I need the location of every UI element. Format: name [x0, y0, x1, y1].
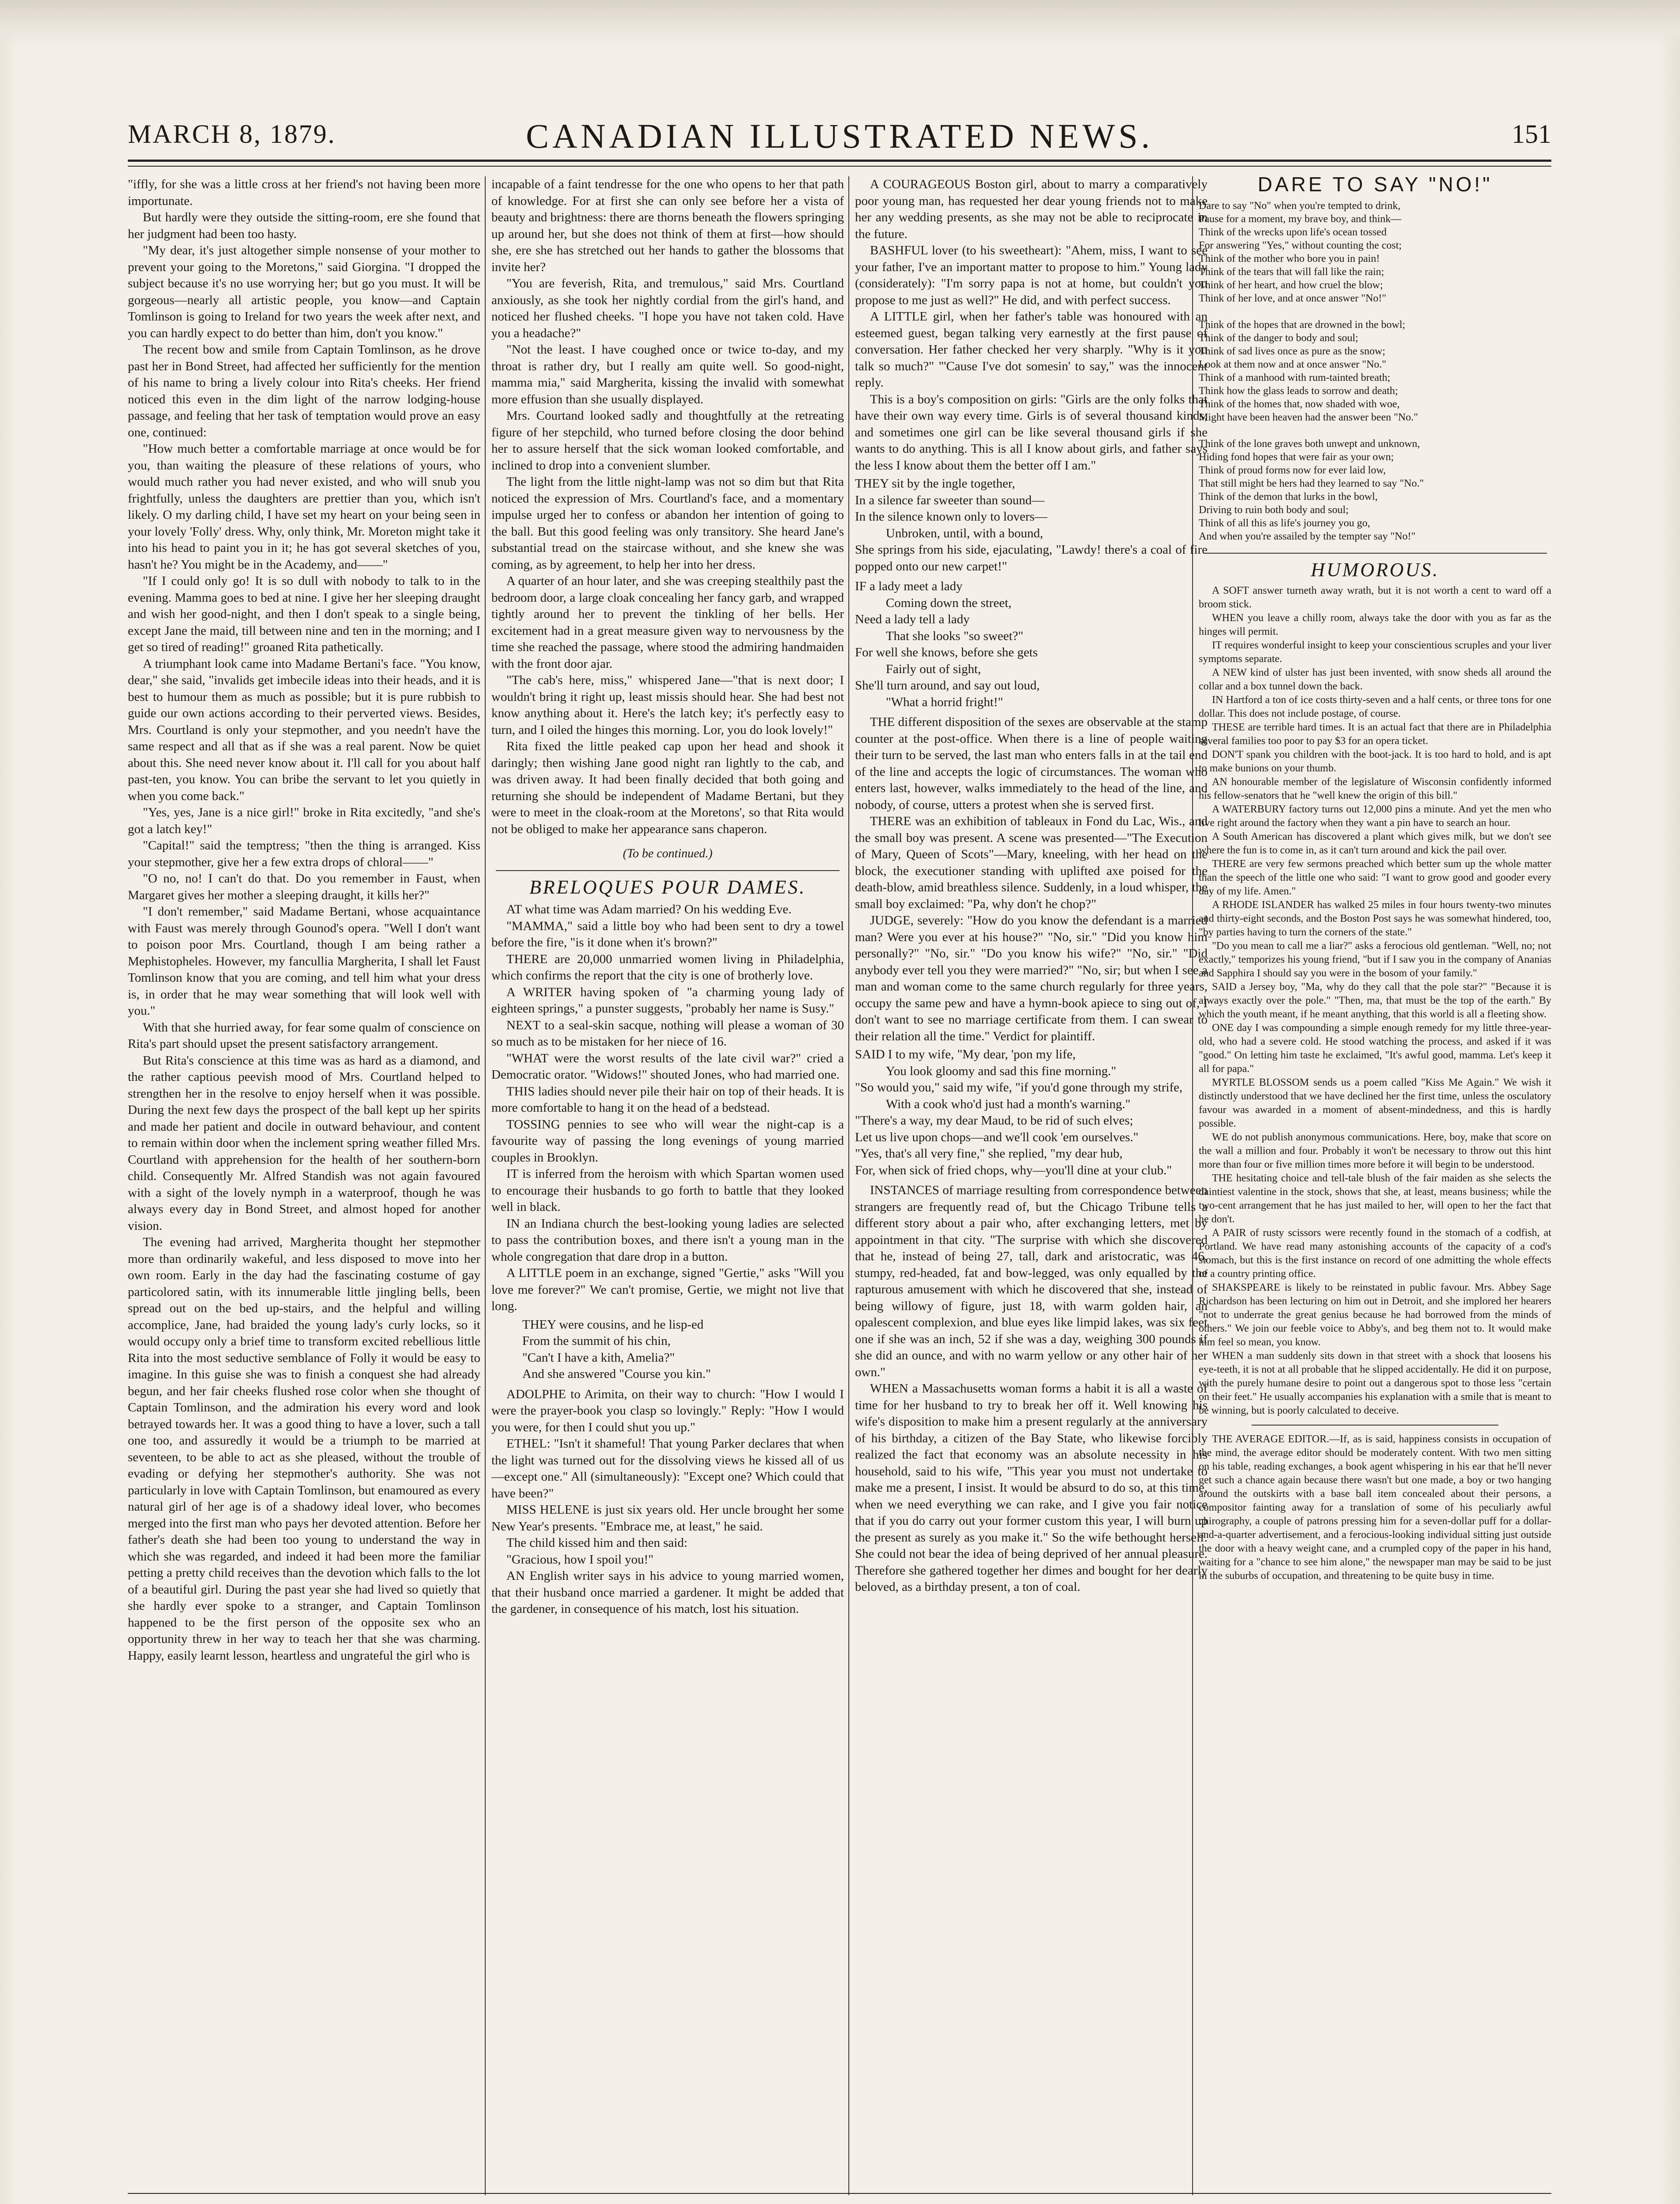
paragraph: SHAKSPEARE is likely to be reinstated in public favour. Mrs. Abbey Sage Richardson has been lecturing on him out in Detroit, and she implored her hearers "not to underrate the great genius because he had borrowed from the minds of others." We join our feeble voice to Abby's, and beg them not to. It would make him feel so mean, you know. — [1199, 1282, 1551, 1348]
paragraph: "WHAT were the worst results of the late civil war?" cried a Democratic orator. "Widows!" shouted Jones, who had married one. — [491, 1051, 844, 1082]
verse-line: For, when sick of fried chops, why—you'll dine at your club." — [855, 1163, 1172, 1177]
paragraph: THERE are very few sermons preached which better sum up the whole matter than the speech of the little one who said: "I want to grow good and gooder every day of my life. Amen." — [1199, 858, 1551, 897]
verse-line: "There's a way, my dear Maud, to be rid of such elves; — [855, 1113, 1134, 1128]
paragraph: THERE was an exhibition of tableaux in Fond du Lac, Wis., and the small boy was present. A scene was presented—"The Execution of Mary, Queen of Scots"—Mary, kneeling, with her head on the block, the executioner standing with uplifted axe poised for the death-blow, amid breathless silence. Suddenly, in a loud whisper, the small boy exclaimed: "Pa, why don't he chop?" — [855, 814, 1208, 911]
verse-line: She springs from his side, ejaculating, "Lawdy! there's a coal of fire popped onto our new carpet!" — [855, 543, 1208, 573]
paragraph: IT requires wonderful insight to keep your conscientious scruples and your liver symptoms separate. — [1199, 640, 1551, 665]
poem-line: Dare to say "No" when you're tempted to drink, — [1199, 200, 1401, 212]
paragraph: JUDGE, severely: "How do you know the defendant is a married man? Were you ever at his house?" "No, sir." "Did you know him personally?" "No, sir." "Do you know his wife?" "No, sir." "Did anybody ever tell you they were married?" "No, sir; but when I see a man and woman come to the same church regularly for three years, occupy the same pew and have a hymn-book apiece to sing out of, I don't want to see no marriage certificate from them. I can swear to their relation all the time." Verdict for plaintiff. — [855, 913, 1208, 1043]
verse-line: SAID I to my wife, "My dear, 'pon my life, — [855, 1047, 1076, 1061]
paragraph: WHEN you leave a chilly room, always take the door with you as far as the hinges will permit. — [1199, 612, 1551, 637]
poem-line: Might have been heaven had the answer been "No." — [1199, 411, 1418, 423]
paragraph: A RHODE ISLANDER has walked 25 miles in four hours twenty-two minutes and thirty-eight seconds, and the Boston Post says he was somewhat hindered, too, "by parties having to turn the corners of the state." — [1199, 899, 1551, 938]
paragraph: With that she hurried away, for fear some qualm of conscience on Rita's part should upset the present satisfactory arrangement. — [128, 1020, 480, 1051]
verse-line: IF a lady meet a lady — [855, 579, 963, 593]
page-number: 151 — [1512, 119, 1551, 149]
poem-line: Think of sad lives once as pure as the snow; — [1199, 345, 1386, 357]
poem-line — [1199, 305, 1551, 318]
paragraph: AN honourable member of the legislature of Wisconsin confidently informed his fellow-senators that he "well knew the origin of this bill." — [1199, 776, 1551, 801]
paragraph: The recent bow and smile from Captain Tomlinson, as he drove past her in Bond Street, had affected her sufficiently for the mention of his name to bring a lively colour into Rita's cheeks. Her friend noticed this even in the dim light of the narrow lodging-house passage, and feeling that her task of temptation would prove an easy one, continued: — [128, 343, 480, 439]
paragraph: A PAIR of rusty scissors were recently found in the stomach of a codfish, at Portland. We have read many astonishing accounts of the capacity of a cod's stomach, but this is the first instance on record of one admitting the whole effects of a country printing office. — [1199, 1227, 1551, 1280]
paragraph: MYRTLE BLOSSOM sends us a poem called "Kiss Me Again." We wish it distinctly understood that we have declined her the first time, unless the osculatory favour was awarded in a moment of absent-mindedness, and this is hardly possible. — [1199, 1077, 1551, 1129]
section-rule — [496, 870, 840, 871]
paragraph: IN Hartford a ton of ice costs thirty-seven and a half cents, or three tons for one dollar. This does not include postage, of course. — [1199, 694, 1551, 719]
paragraph: "Capital!" said the temptress; "then the thing is arranged. Kiss your stepmother, give her a few extra drops of chloral——" — [128, 838, 480, 869]
paragraph: A quarter of an hour later, and she was creeping stealthily past the bedroom door, a large cloak concealing her fancy garb, and wrapped tightly around her to prevent the tinkling of her bells. Her excitement had in a great measure given way to nervousness by the time she reached the passage, where stood the admiring handmaiden with the front door ajar. — [491, 574, 844, 671]
poem-line: Think of the danger to body and soul; — [1199, 332, 1358, 344]
poem-line: Think of the wrecks upon life's ocean tossed — [1199, 226, 1387, 238]
verse-line: Unbroken, until, with a bound, — [886, 526, 1043, 540]
paragraph: WHEN a man suddenly sits down in that street with a shock that loosens his eye-teeth, it is not at all probable that he slipped accidentally. He did it on purpose, with the purely humane desire to point out a dangerous spot to those less "certain on their feet." He usually accompanies his explanation with a smile that is meant to be winning, but is poorly calculated to deceive. — [1199, 1350, 1551, 1416]
paragraph: "The cab's here, miss," whispered Jane—"that is next door; I wouldn't bring it right up, least missis should hear. She had best not know anything about it. Here's the latch key; it's perfectly easy to turn, and I oiled the hinges this morning. Lor, you do look lovely!" — [491, 673, 844, 737]
paragraph: TOSSING pennies to see who will wear the night-cap is a favourite way of passing the long evenings of young married couples in Brooklyn. — [491, 1117, 844, 1165]
paragraph: "Do you mean to call me a liar?" asks a ferocious old gentleman. "Well, no; not exactly," temporizes his young friend, "but if I saw you in the company of Ananias and Sapphira I should say you were in the bosom of your family." — [1199, 940, 1551, 979]
poem-line: Think of all this as life's journey you go, — [1199, 517, 1370, 529]
paragraph: This is a boy's composition on girls: "Girls are the only folks that have their own way every time. Girls is of several thousand kinds, and sometimes one girl can be like several thousand girls if she wants to do anything. This is all I know about girls, and father says the less I know about them the better off I am." — [855, 392, 1208, 473]
paragraph: "iffly, for she was a little cross at her friend's not having been more importunate. — [128, 177, 480, 208]
paragraph: A COURAGEOUS Boston girl, about to marry a comparatively poor young man, has requested her dear young friends not to make her any wedding presents, as she may not be able to reciprocate in the future. — [855, 177, 1208, 241]
paragraph: Rita fixed the little peaked cap upon her head and shook it daringly; then wishing Jane good night ran lightly to the cab, and was driven away. It had been finally decided that both going and returning she should be independent of Madame Bertani, but they were to meet in the cloak-room at the Moretons', so that Rita would not be obliged to make her appearance sans chaperon. — [491, 739, 844, 836]
paragraph: WHEN a Massachusetts woman forms a habit it is all a waste of time for her husband to try to break her off it. Well knowing his wife's disposition to make him a present regularly at the anniversary of his birthday, a citizen of the Bay State, who likewise forcibly realized the fact that economy was an absolute necessity in his household, said to his wife, "This year you must not undertake to make me a present, I insist. It would be absurd to do so, at this time, when we need everything we can rake, and I give you fair notice that if you do carry out your former custom this year, I will burn up the present as surely as you make it." So the wife bethought herself. She could not bear the idea of being deprived of her annual pleasure. Therefore she gathered together her dimes and bought for her dearly beloved, as a birthday present, a ton of coal. — [855, 1381, 1208, 1594]
verse-line: In a silence far sweeter than sound— — [855, 493, 1045, 507]
column-divider — [485, 176, 486, 2195]
verse — [855, 578, 1208, 711]
paragraph: A WATERBURY factory turns out 12,000 pins a minute. And yet the men who live right around the factory when they want a pin have to search an hour. — [1199, 804, 1551, 829]
section-heading: BRELOQUES POUR DAMES. — [529, 876, 806, 898]
paragraph: The child kissed him and then said: — [506, 1536, 688, 1550]
paragraph: "How much better a comfortable marriage at once would be for you, than waiting the pleasure of these relations of yours, who would much rather you had never existed, and who will snub you frightfully, unless the daughters are prettier than you, which isn't likely. O my darling child, I have set my heart on your being seen in your lovely 'Folly' dress. Why, only think, Mr. Moreton might take it into his head to paint you in it; he has got several sketches of you, hasn't he? You might be in the Academy, and——" — [128, 442, 480, 572]
paragraph: ONE day I was compounding a simple enough remedy for my little three-year-old, who had a severe cold. He stood watching the process, and asked if it was "good." On letting him taste he exclaimed, "It's awful good, mamma. Let's keep it all for papa." — [1199, 1022, 1551, 1075]
poem-line: Think of a manhood with rum-tainted breath; — [1199, 372, 1390, 383]
poem-line: Think of proud forms now for ever laid low, — [1199, 464, 1386, 476]
paragraph: A NEW kind of ulster has just been invented, with snow sheds all around the collar and a box tunnel down the back. — [1199, 667, 1551, 692]
paragraph: A LITTLE girl, when her father's table was honoured with an esteemed guest, began talking very earnestly at the first pause of conversation. Her father checked her very sharply. "Why is it you talk so much?" "'Cause I've dot somesin' to say," was the innocent reply. — [855, 309, 1208, 390]
masthead-rule — [128, 160, 1551, 162]
verse-line: "Yes, that's all very fine," she replied, "my dear hub, — [855, 1147, 1123, 1161]
humorous-items — [1199, 584, 1551, 1583]
poem-line: Think of her love, and at once answer "No!" — [1199, 292, 1386, 304]
poem-line: Think of the lone graves both unwept and unknown, — [1199, 438, 1420, 450]
poem-line: Think of the hopes that are drowned in the bowl; — [1199, 319, 1405, 331]
paragraph: NEXT to a seal-skin sacque, nothing will please a woman of 30 so much as to be mistaken for her niece of 16. — [491, 1018, 844, 1049]
paragraph: "O no, no! I can't do that. Do you remember in Faust, when Margaret gives her mother a sleeping draught, it kills her?" — [128, 871, 480, 902]
verse — [491, 1317, 844, 1383]
verse-line: Need a lady tell a lady — [855, 612, 970, 626]
issue-date: MARCH 8, 1879. — [128, 119, 336, 149]
section-rule — [1203, 553, 1547, 554]
verse-line: She'll turn around, and say out loud, — [855, 678, 1040, 692]
masthead-rule-thin — [128, 166, 1551, 167]
paragraph: AT what time was Adam married? On his wedding Eve. — [506, 902, 792, 916]
paragraph: "Gracious, how I spoil you!" — [506, 1552, 654, 1567]
paragraph: "You are feverish, Rita, and tremulous," said Mrs. Courtland anxiously, as she took her nightly cordial from the girl's hand, and noticed her flushed cheeks. "I hope you have not taken cold. Have you a headache?" — [491, 276, 844, 340]
poem-line: Think of the mother who bore you in pain! — [1199, 253, 1380, 264]
poem-line: Pause for a moment, my brave boy, and think— — [1199, 213, 1401, 225]
paragraph: ETHEL: "Isn't it shameful! That young Parker declares that when the light was turned out for the dissolving views he kissed all of us—except one." All (simultaneously): "Except one? Which could that have been?" — [491, 1437, 844, 1500]
poem-line: Think of her heart, and how cruel the blow; — [1199, 279, 1383, 291]
verse-line: "Can't I have a kith, Amelia?" — [522, 1350, 675, 1365]
column-divider — [848, 176, 849, 2195]
verse-line: THEY were cousins, and he lisp-ed — [522, 1317, 704, 1332]
poem-line: And when you're assailed by the tempter say "No!" — [1199, 530, 1416, 542]
paragraph: BASHFUL lover (to his sweetheart): "Ahem, miss, I want to see your father, I've an important matter to propose to him." Young lady (considerately): "I'm sorry papa is not at home, but couldn't you propose to me just as well?" He did, and with perfect success. — [855, 243, 1208, 307]
paragraph: A WRITER having spoken of "a charming young lady of eighteen springs," a punster suggests, "probably her name is Susy." — [491, 985, 844, 1016]
column-1 — [128, 176, 480, 2186]
poem-line: Driving to ruin both body and soul; — [1199, 504, 1349, 516]
poem-line — [1199, 424, 1551, 437]
item-rule — [1252, 1425, 1498, 1426]
paragraph: "Not the least. I have coughed once or twice to-day, and my throat is rather dry, but I really am quite well. So good-night, mamma mia," said Margherita, kissing the invalid with somewhat more effusion than she usually displayed. — [491, 343, 844, 406]
paragraph: incapable of a faint tendresse for the one who opens to her that path of knowledge. For at first she can only see before her a vista of beauty and brightness: there are thorns beneath the flowers springing up around her, but she does not think of them at first—how should she, ere she has stretched out her hands to gather the blossoms that invite her? — [491, 177, 844, 274]
paragraph: DON'T spank you children with the boot-jack. It is too hard to hold, and is apt to make bunions on your thumb. — [1199, 749, 1551, 774]
verse-line: And she answered "Course you kin." — [522, 1367, 711, 1381]
paragraph: INSTANCES of marriage resulting from correspondence between strangers are frequently read of, but the Chicago Tribune tells a different story about a pair who, after exchanging letters, met by appointment in that city. "The surprise with which she discovered that he, instead of being 27, tall, dark and aristocratic, was 46, stumpy, red-headed, fat and bow-legged, was only equalled by the rapturous amusement with which he discovered that she, instead of being willowy of figure, just 18, with warm golden hair, an opalescent complexion, and blue eyes like limpid lakes, was six feet one if she was an inch, 52 if she was a day, weighing 300 pounds if she did an ounce, and with no warm yellow or any other hair of her own." — [855, 1183, 1208, 1379]
poem-line: Think of the demon that lurks in the bowl, — [1199, 491, 1378, 503]
verse-line: In the silence known only to lovers— — [855, 510, 1048, 524]
verse-line: Coming down the street, — [886, 596, 1012, 610]
column-4 — [1199, 176, 1551, 2186]
paragraph: "MAMMA," said a little boy who had been sent to dry a towel before the fire, "is it done when it's brown?" — [491, 919, 844, 949]
bottom-rule — [128, 2193, 1551, 2194]
poem-line: Think how the glass leads to sorrow and death; — [1199, 385, 1398, 397]
poem-line: Think of the homes that, now shaded with woe, — [1199, 398, 1400, 410]
paragraph: AN English writer says in his advice to young married women, that their husband once married a gardener. It might be added that the gardener, in consequence of his match, lost his situation. — [491, 1569, 844, 1616]
verse-line: "What a horrid fright!" — [886, 695, 1004, 709]
poem-line: Think of the tears that will fall like the rain; — [1199, 266, 1384, 278]
paragraph: "My dear, it's just altogether simple nonsense of your mother to prevent your going to the Moretons," said Giorgina. "I dropped the subject because it's no use worrying her; but go you must. It will be gorgeous—nearly all artistic people, you know—and Captain Tomlinson is going to Ireland for two years the week after next, and you can hardly expect to do better than him, don't you know." — [128, 243, 480, 340]
poem — [1199, 199, 1551, 543]
paragraph: THE different disposition of the sexes are observable at the stamp counter at the post-office. When there is a line of people waiting their turn to be served, the last man who enters falls in at the tail end of the line and accepts the logic of circumstances. The woman who enters last, however, walks immediately to the head of the line, and nobody, of course, utters a protest when she is served first. — [855, 715, 1208, 812]
paragraph: A LITTLE poem in an exchange, signed "Gertie," asks "Will you love me forever?" We can't promise, Gertie, we might not live that long. — [491, 1266, 844, 1313]
verse-line: Let us live upon chops—and we'll cook 'em ourselves." — [855, 1130, 1139, 1144]
paper-title: CANADIAN ILLUSTRATED NEWS. — [526, 117, 1153, 155]
column-3 — [855, 176, 1208, 2186]
paragraph: "Yes, yes, Jane is a nice girl!" broke in Rita excitedly, "and she's got a latch key!" — [128, 805, 480, 836]
paragraph: THE AVERAGE EDITOR.—If, as is said, happiness consists in occupation of the mind, the average editor should be moderately content. With two men sitting on his table, reading exchanges, a book agent whispering in his ear that he'll never get such a chance again because there wasn't but one made, a boy or two hanging around the outskirts with a base ball item concealed about their persons, a compositor fainting away for a translation of some of his peculiarly awful chirography, a couple of patrons pressing him for a seven-dollar puff for a dollar-and-a-quarter advertisement, and a ferocious-looking individual sitting just outside the door with a heavy weight cane, and a crumpled copy of the paper in his hand, waiting for a "chance to see him alone," the newspaper man may be said to be just in the suburbs of occupation, and threatening to be quite busy in time. — [1199, 1433, 1551, 1582]
paragraph: THERE are 20,000 unmarried women living in Philadelphia, which confirms the report that the city is one of brotherly love. — [491, 952, 844, 983]
verse-line: That she looks "so sweet?" — [886, 629, 1024, 643]
poem-line: Hiding fond hopes that were fair as your own; — [1199, 451, 1394, 463]
paragraph: A South American has discovered a plant which gives milk, but we don't see where the fun is to come in, as it can't turn around and kick the pail over. — [1199, 831, 1551, 856]
paragraph: THE hesitating choice and tell-tale blush of the fair maiden as she selects the daintiest valentine in the stock, shows that she, at least, means business; while the two-cent arrangement that he has just mailed to her, will open to her the fact that he don't. — [1199, 1173, 1551, 1225]
column-2 — [491, 176, 844, 2186]
verse — [855, 476, 1208, 575]
verse-line: THEY sit by the ingle together, — [855, 477, 1015, 491]
paragraph: The light from the little night-lamp was not so dim but that Rita noticed the expression of Mrs. Courtland's face, and a momentary impulse urged her to confess or abandon her intention of going to the ball. But this good feeling was only transitory. She heard Jane's substantial tread on the staircase without, and she knew she was coming, as by agreement, to help her into her dress. — [491, 475, 844, 572]
page-top-edge — [0, 0, 1680, 48]
paragraph: SAID a Jersey boy, "Ma, why do they call that the pole star?" "Because it is always exactly over the pole." "Then, ma, that must be the top of the earth." By which the youth meant, if he meant anything, that this world is all a fleeting show. — [1199, 981, 1551, 1020]
paragraph: THESE are terrible hard times. It is an actual fact that there are in Philadelphia several families too poor to pay $3 for an opera ticket. — [1199, 722, 1551, 747]
poem-title: DARE TO SAY "NO!" — [1257, 176, 1493, 196]
paragraph: IT is inferred from the heroism with which Spartan women used to encourage their husbands to go forth to battle that they looked well in black. — [491, 1167, 844, 1214]
section-heading: HUMOROUS. — [1311, 558, 1439, 581]
verse-line: With a cook who'd just had a month's warning." — [886, 1097, 1131, 1111]
poem-line: That still might be hers had they learned to say "No." — [1199, 477, 1424, 489]
verse — [855, 1046, 1208, 1179]
verse-line: For well she knows, before she gets — [855, 645, 1038, 659]
paragraph: ADOLPHE to Arimita, on their way to church: "How I would I were the prayer-book you clasp so lovingly." Reply: "How I would you were, for then I could shut you up." — [491, 1387, 844, 1434]
verse-line: "So would you," said my wife, "if you'd gone through my strife, — [855, 1080, 1183, 1095]
paragraph: "I don't remember," said Madame Bertani, whose acquaintance with Faust was merely through Gounod's opera. "Well I don't want to poison poor Mrs. Courtland, though I am being rather a Mephistopheles. However, my fancullia Margherita, I shall let Faust Tomlinson know that you are coming, and tell him what your dress is, in order that he may wear something that will look well with you." — [128, 905, 480, 1018]
poem-line: Look at them now and at once answer "No." — [1199, 358, 1386, 370]
paragraph: The evening had arrived, Margherita thought her stepmother more than ordinarily wakeful, and less disposed to move into her own room. Early in the day had the fascinating costume of gay particolored satin, with its innumerable little jingling bells, been spread out on the bed up-stairs, and the helpful and willing accomplice, Jane, had braided the young lady's curly locks, so it would occupy only a brief time to transform excited rebellious little Rita into the most seductive semblance of Folly it would be easy to imagine. In this guise she was to finish a conquest she had already begun, and her fair cheeks flushed rose color when she thought of Captain Tomlinson, and the admiration his every word and look betrayed towards her. It was a good thing to have a lover, such a tall one too, and assuredly it would be a triumph to be married at seventeen, to be able to act as she pleased, without the trouble of evading or defying her stepmother's authority. She was not particularly in love with Captain Tomlinson, but enamoured as every natural girl of her age is of a shadowy ideal lover, who becomes merged into the first man who pays her devoted attention. Before her father's death she had been too young to understand the way in which she was regarded, and indeed it had been more the familiar petting a pretty child receives than the devotion which falls to the lot of a beautiful girl. During the past year she had lived so quietly that she hardly ever spoke to a stranger, and Captain Tomlinson happened to be the first person of the opposite sex who an opportunity threw in her way to teach her that she was charming. Happy, easily learnt lesson, heartless and ungrateful the girl who is — [128, 1235, 480, 1663]
paragraph: WE do not publish anonymous communications. Here, boy, make that score on the wall a million and four. Probably it won't be necessary to throw out this hint more than four or five million times more before it will begin to be understood. — [1199, 1132, 1551, 1170]
paragraph: "If I could only go! It is so dull with nobody to talk to in the evening. Mamma goes to bed at nine. I give her her sleeping draught and wish her good-night, and then I don't speak to a single being, except Jane the maid, till between nine and ten in the morning; and I get so tired of reading!" groaned Rita pathetically. — [128, 574, 480, 654]
paragraph: A SOFT answer turneth away wrath, but it is not worth a cent to ward off a broom stick. — [1199, 585, 1551, 610]
paragraph: A triumphant look came into Madame Bertani's face. "You know, dear," she said, "invalids get imbecile ideas into their heads, and it is best to humour them as much as possible; but it is pure rubbish to guide our own actions according to their perverted views. Besides, Mrs. Courtland is only your stepmother, and you needn't have the same respect and all that as if she was a real parent. Now be quiet about this. She need never know about it. I'll call for you about half past-ten, you know. You can bribe the servant to let you quietly in when you come back." — [128, 656, 480, 803]
paragraph: But hardly were they outside the sitting-room, ere she found that her judgment had been too hasty. — [128, 210, 480, 241]
paragraph: MISS HELENE is just six years old. Her uncle brought her some New Year's presents. "Embrace me, at least," he said. — [491, 1503, 844, 1534]
verse-line: You look gloomy and sad this fine morning." — [886, 1064, 1116, 1078]
continued-note: (To be continued.) — [623, 847, 713, 860]
verse-line: Fairly out of sight, — [886, 662, 981, 676]
poem-line: For answering "Yes," without counting the cost; — [1199, 239, 1402, 251]
paragraph: But Rita's conscience at this time was as hard as a diamond, and the rather captious peevish mood of Mrs. Courtland helped to strengthen her in the resolve to enjoy herself when it was possible. During the next few days the prospect of the ball kept up her spirits and made her patient and docile in outward behaviour, and content to remain within door when the inclement spring weather filled Mrs. Courtland with apprehension for the health of her southern-born child. Consequently Mr. Alfred Standish was not again favoured with a sight of the lovely nymph in a waterproof, though he was always every day in Bond Street, and almost hoped for another vision. — [128, 1053, 480, 1233]
verse-line: From the summit of his chin, — [522, 1334, 671, 1348]
paragraph: Mrs. Courtand looked sadly and thoughtfully at the retreating figure of her stepchild, who turned before closing the door behind her to assure herself that the sick woman looked comfortable, and inclined to drop into a convenient slumber. — [491, 409, 844, 473]
paragraph: IN an Indiana church the best-looking young ladies are selected to pass the contribution boxes, and there isn't a young man in the whole congregation that dare drop in a button. — [491, 1216, 844, 1264]
paragraph: THIS ladies should never pile their hair on top of their heads. It is more comfortable to hang it on the head of a bedstead. — [491, 1084, 844, 1115]
